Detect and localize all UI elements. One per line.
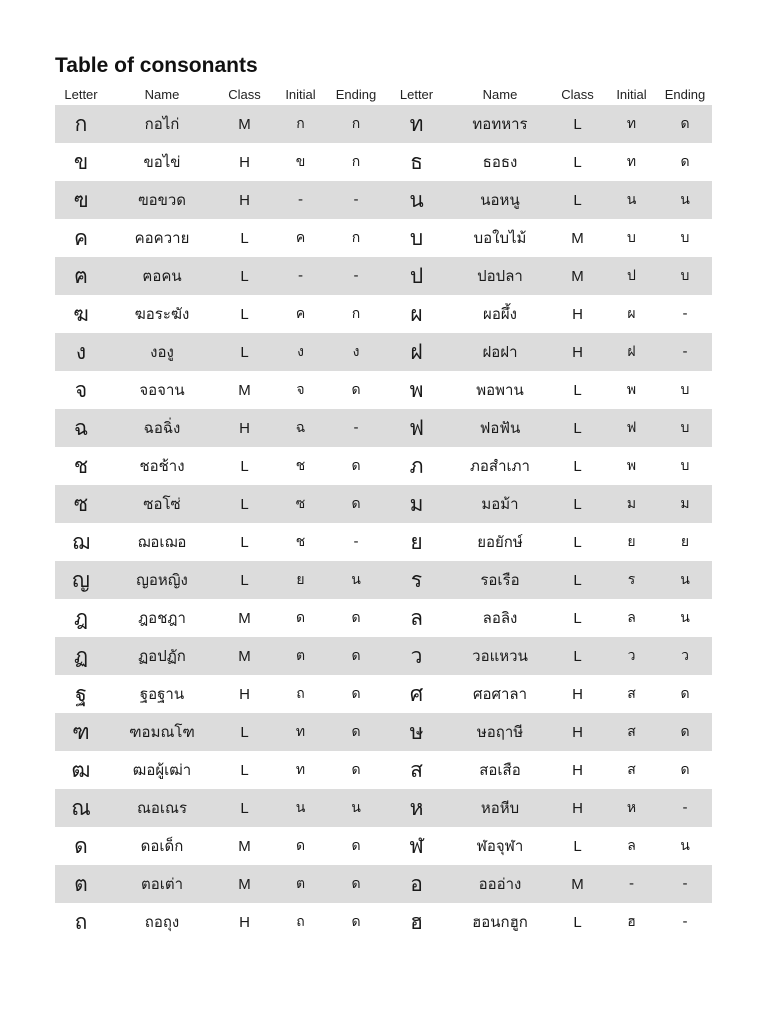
cell-letter: ฟ: [383, 409, 450, 447]
cell-name: ปอปลา: [450, 257, 550, 295]
cell-name: ดอเด็ก: [140, 837, 184, 855]
cell-name: ศอศาลา: [472, 685, 528, 703]
cell-class: L: [217, 789, 272, 827]
cell-name: หอหีบ: [450, 789, 550, 827]
cell-initial: ว: [605, 637, 658, 675]
cell-initial: ฝ: [605, 333, 658, 371]
cell-class: L: [240, 533, 249, 551]
cell-class: H: [217, 181, 272, 219]
table-row: [55, 295, 712, 333]
cell-name: ฑอมณโฑ: [107, 713, 217, 751]
cell-ending: ก: [351, 154, 361, 170]
cell-class: L: [573, 913, 582, 931]
cell-name: คอควาย: [134, 229, 190, 247]
cell-ending: ด: [329, 485, 383, 523]
cell-letter: พ: [409, 377, 424, 402]
table-row: [55, 485, 712, 523]
cell-initial: ค: [295, 306, 306, 322]
table-row: [55, 333, 712, 371]
cell-ending: -: [329, 409, 383, 447]
cell-ending: ย: [680, 534, 690, 550]
cell-initial: ถ: [296, 914, 305, 930]
cell-initial: น: [272, 789, 329, 827]
cell-initial: ย: [627, 534, 636, 550]
cell-name: ฅอคน: [107, 257, 217, 295]
cell-ending: ด: [680, 762, 690, 778]
cell-initial: บ: [627, 230, 636, 246]
column-header-initial-right: Initial: [616, 87, 647, 102]
cell-initial: ม: [605, 485, 658, 523]
cell-initial: ค: [295, 230, 306, 246]
table-row: [55, 675, 712, 713]
cell-letter: ฐ: [75, 681, 87, 706]
column-header-ending-left: Ending: [335, 87, 377, 102]
cell-ending: ด: [351, 914, 361, 930]
table-row: [55, 371, 712, 409]
table-row: [55, 409, 712, 447]
cell-letter: ฮ: [410, 909, 423, 934]
table-row: [55, 865, 712, 903]
cell-class: L: [573, 533, 582, 551]
cell-class: M: [238, 609, 251, 627]
cell-class: M: [217, 637, 272, 675]
cell-ending: ด: [329, 713, 383, 751]
cell-letter: ผ: [410, 301, 423, 326]
cell-ending: ด: [351, 762, 361, 778]
cell-initial: ต: [272, 637, 329, 675]
cell-letter: ฅ: [55, 257, 107, 295]
table-row: [55, 257, 712, 295]
cell-class: L: [573, 381, 582, 399]
cell-class: L: [573, 609, 582, 627]
cell-initial: ป: [605, 257, 658, 295]
cell-letter: ห: [383, 789, 450, 827]
cell-initial: ห: [605, 789, 658, 827]
cell-initial: ท: [295, 762, 306, 778]
cell-class: M: [550, 257, 605, 295]
cell-letter: ธ: [410, 149, 423, 174]
column-header-letter-right: Letter: [399, 87, 434, 102]
cell-initial: ย: [272, 561, 329, 599]
cell-initial: ก: [272, 105, 329, 143]
cell-letter: ฒ: [71, 757, 91, 782]
cell-letter: ษ: [383, 713, 450, 751]
cell-ending: ว: [658, 637, 712, 675]
cell-class: L: [573, 457, 582, 475]
cell-ending: -: [682, 306, 688, 322]
cell-name: พอพาน: [476, 381, 524, 399]
cell-letter: ฏ: [55, 637, 107, 675]
table-row: [55, 181, 712, 219]
cell-initial: ฉ: [272, 409, 329, 447]
cell-ending: บ: [680, 230, 690, 246]
cell-initial: -: [272, 181, 329, 219]
cell-letter: ว: [383, 637, 450, 675]
cell-ending: น: [329, 561, 383, 599]
cell-ending: ด: [680, 154, 690, 170]
cell-ending: น: [329, 789, 383, 827]
table-row: [55, 105, 712, 143]
cell-letter: ซ: [55, 485, 107, 523]
cell-class: M: [217, 865, 272, 903]
cell-class: L: [217, 333, 272, 371]
cell-letter: ส: [410, 757, 423, 782]
cell-initial: ช: [295, 534, 306, 550]
cell-class: M: [238, 837, 251, 855]
cell-ending: -: [658, 865, 712, 903]
table-row: [55, 523, 712, 561]
cell-class: L: [240, 229, 249, 247]
cell-class: L: [573, 153, 582, 171]
cell-name: นอหนู: [450, 181, 550, 219]
cell-letter: ฌ: [72, 529, 90, 554]
cell-ending: ง: [329, 333, 383, 371]
cell-name: ผอผึ้ง: [483, 305, 517, 323]
cell-name: ลอลิง: [482, 609, 518, 627]
cell-letter: ฆ: [73, 301, 89, 326]
cell-ending: น: [680, 610, 690, 626]
cell-ending: -: [353, 534, 359, 550]
cell-name: ซอโซ่: [107, 485, 217, 523]
column-header-name-right: Name: [482, 87, 518, 102]
cell-ending: ด: [658, 105, 712, 143]
cell-initial: ส: [605, 713, 658, 751]
cell-name: วอแหวน: [450, 637, 550, 675]
cell-name: ชอช้าง: [139, 457, 185, 475]
cell-class: H: [550, 789, 605, 827]
cell-name: งองู: [107, 333, 217, 371]
cell-class: M: [571, 229, 584, 247]
cell-class: L: [217, 485, 272, 523]
cell-initial: ท: [626, 154, 637, 170]
cell-name: สอเสือ: [479, 761, 521, 779]
cell-letter: ณ: [55, 789, 107, 827]
table-header-row: [55, 84, 712, 105]
cell-letter: ฝ: [383, 333, 450, 371]
column-header-class-right: Class: [561, 87, 594, 102]
cell-letter: ช: [73, 453, 89, 478]
cell-letter: ม: [383, 485, 450, 523]
cell-initial: พ: [626, 382, 637, 398]
cell-initial: ท: [605, 105, 658, 143]
cell-letter: ร: [383, 561, 450, 599]
cell-ending: ด: [351, 838, 361, 854]
cell-ending: บ: [658, 409, 712, 447]
cell-letter: ป: [383, 257, 450, 295]
cell-class: L: [550, 409, 605, 447]
table-row: [55, 637, 712, 675]
cell-ending: ด: [329, 865, 383, 903]
table-row: [55, 789, 712, 827]
cell-name: ธอธง: [482, 153, 518, 171]
cell-initial: จ: [296, 382, 305, 398]
cell-initial: ร: [605, 561, 658, 599]
cell-name: ทอทหาร: [450, 105, 550, 143]
cell-initial: ต: [272, 865, 329, 903]
table-row: [55, 827, 712, 865]
cell-ending: -: [658, 333, 712, 371]
cell-letter: ญ: [55, 561, 107, 599]
cell-name: ฝอฝา: [450, 333, 550, 371]
cell-ending: ด: [329, 637, 383, 675]
cell-name: ฮอนกฮูก: [472, 913, 528, 931]
cell-ending: ด: [351, 686, 361, 702]
cell-name: ฒอผู้เฒ่า: [132, 761, 192, 779]
cell-initial: -: [272, 257, 329, 295]
cell-letter: ฎ: [73, 605, 89, 630]
cell-letter: ค: [73, 225, 89, 250]
cell-class: H: [572, 305, 583, 323]
cell-name: ยอยักษ์: [477, 533, 523, 551]
cell-initial: ด: [295, 610, 306, 626]
cell-ending: ด: [351, 610, 361, 626]
cell-ending: น: [658, 561, 712, 599]
cell-class: L: [550, 485, 605, 523]
cell-ending: ด: [351, 382, 361, 398]
cell-letter: ต: [55, 865, 107, 903]
cell-class: L: [550, 561, 605, 599]
cell-letter: ล: [410, 605, 423, 630]
cell-ending: บ: [658, 257, 712, 295]
cell-class: L: [240, 761, 249, 779]
cell-name: รอเรือ: [450, 561, 550, 599]
cell-class: L: [217, 561, 272, 599]
cell-letter: ฬ: [409, 833, 424, 858]
cell-class: L: [240, 305, 249, 323]
table-body: [55, 105, 712, 941]
cell-initial: ส: [627, 762, 636, 778]
cell-name: ฉอฉิ่ง: [107, 409, 217, 447]
cell-letter: ฉ: [55, 409, 107, 447]
cell-letter: ศ: [409, 681, 424, 706]
cell-ending: ด: [351, 458, 361, 474]
cell-letter: ง: [55, 333, 107, 371]
cell-class: H: [239, 913, 250, 931]
cell-class: H: [550, 333, 605, 371]
cell-initial: ล: [627, 838, 636, 854]
cell-name: กอไก่: [107, 105, 217, 143]
cell-name: ฎอชฎา: [138, 609, 186, 627]
cell-name: จอจาน: [139, 381, 185, 399]
cell-ending: ม: [658, 485, 712, 523]
cell-initial: น: [605, 181, 658, 219]
table-row: [55, 599, 712, 637]
table-row: [55, 143, 712, 181]
column-header-class-left: Class: [228, 87, 261, 102]
column-header-ending-right: Ending: [664, 87, 706, 102]
cell-ending: น: [680, 838, 690, 854]
cell-initial: ซ: [272, 485, 329, 523]
table-row: [55, 713, 712, 751]
cell-ending: บ: [680, 382, 690, 398]
cell-ending: -: [329, 181, 383, 219]
cell-class: H: [572, 685, 583, 703]
cell-letter: ถ: [74, 909, 88, 934]
cell-letter: ข: [73, 149, 89, 174]
cell-initial: ข: [295, 154, 306, 170]
cell-initial: ผ: [627, 306, 636, 322]
table-row: [55, 903, 712, 941]
cell-initial: ส: [627, 686, 636, 702]
cell-name: ภอสำเภา: [470, 457, 530, 475]
cell-class: L: [550, 637, 605, 675]
cell-class: L: [550, 181, 605, 219]
cell-initial: พ: [626, 458, 637, 474]
table-row: [55, 751, 712, 789]
cell-letter: ท: [383, 105, 450, 143]
cell-class: L: [240, 457, 249, 475]
cell-name: ฌอเฌอ: [137, 533, 187, 551]
cell-name: ษอฤาษี: [450, 713, 550, 751]
cell-ending: บ: [680, 458, 690, 474]
cell-class: L: [217, 257, 272, 295]
cell-class: M: [217, 105, 272, 143]
table-row: [55, 561, 712, 599]
cell-class: H: [550, 713, 605, 751]
cell-ending: ด: [658, 713, 712, 751]
cell-class: H: [239, 153, 250, 171]
cell-initial: ล: [627, 610, 636, 626]
cell-letter: ด: [74, 833, 88, 858]
cell-ending: น: [658, 181, 712, 219]
column-header-name-left: Name: [144, 87, 180, 102]
cell-name: ฃอขวด: [107, 181, 217, 219]
table-row: [55, 447, 712, 485]
cell-initial: ช: [295, 458, 306, 474]
page-title: Table of consonants: [55, 54, 258, 77]
cell-class: L: [573, 837, 582, 855]
cell-name: บอใบไม้: [473, 229, 527, 247]
cell-name: ตอเต่า: [107, 865, 217, 903]
cell-class: M: [550, 865, 605, 903]
cell-name: อออ่าง: [450, 865, 550, 903]
cell-initial: ถ: [296, 686, 305, 702]
cell-ending: -: [682, 914, 688, 930]
cell-class: H: [217, 409, 272, 447]
cell-ending: ด: [680, 686, 690, 702]
cell-ending: ก: [351, 306, 361, 322]
cell-class: L: [217, 713, 272, 751]
column-header-initial-left: Initial: [285, 87, 316, 102]
cell-letter: ย: [410, 529, 423, 554]
table-row: [55, 219, 712, 257]
cell-name: ณอเณร: [107, 789, 217, 827]
cell-class: H: [239, 685, 250, 703]
cell-name: ฟอฟัน: [450, 409, 550, 447]
cell-initial: ด: [295, 838, 306, 854]
cell-ending: ก: [329, 105, 383, 143]
cell-letter: ฑ: [55, 713, 107, 751]
cell-name: ฆอระฆัง: [134, 305, 190, 323]
cell-ending: -: [658, 789, 712, 827]
column-header-letter-left: Letter: [64, 87, 98, 102]
cell-initial: ง: [272, 333, 329, 371]
cell-name: ถอถุง: [144, 913, 180, 931]
cell-initial: ท: [272, 713, 329, 751]
cell-name: ฏอปฏัก: [107, 637, 217, 675]
cell-letter: น: [383, 181, 450, 219]
cell-ending: ก: [351, 230, 361, 246]
cell-name: ฐอฐาน: [139, 685, 185, 703]
cell-initial: -: [605, 865, 658, 903]
cell-letter: บ: [409, 225, 424, 250]
cell-letter: อ: [383, 865, 450, 903]
cell-letter: ภ: [409, 453, 424, 478]
cell-name: ขอไข่: [143, 153, 181, 171]
cell-name: มอม้า: [450, 485, 550, 523]
cell-initial: ฮ: [627, 914, 636, 930]
cell-name: ฬอจุฬา: [476, 837, 524, 855]
cell-class: M: [238, 381, 251, 399]
cell-class: H: [572, 761, 583, 779]
consonant-table: [55, 84, 712, 941]
cell-letter: ฃ: [55, 181, 107, 219]
cell-class: L: [550, 105, 605, 143]
cell-initial: ฟ: [605, 409, 658, 447]
cell-letter: จ: [74, 377, 88, 402]
cell-letter: ก: [55, 105, 107, 143]
cell-name: ญอหญิง: [107, 561, 217, 599]
cell-ending: -: [329, 257, 383, 295]
